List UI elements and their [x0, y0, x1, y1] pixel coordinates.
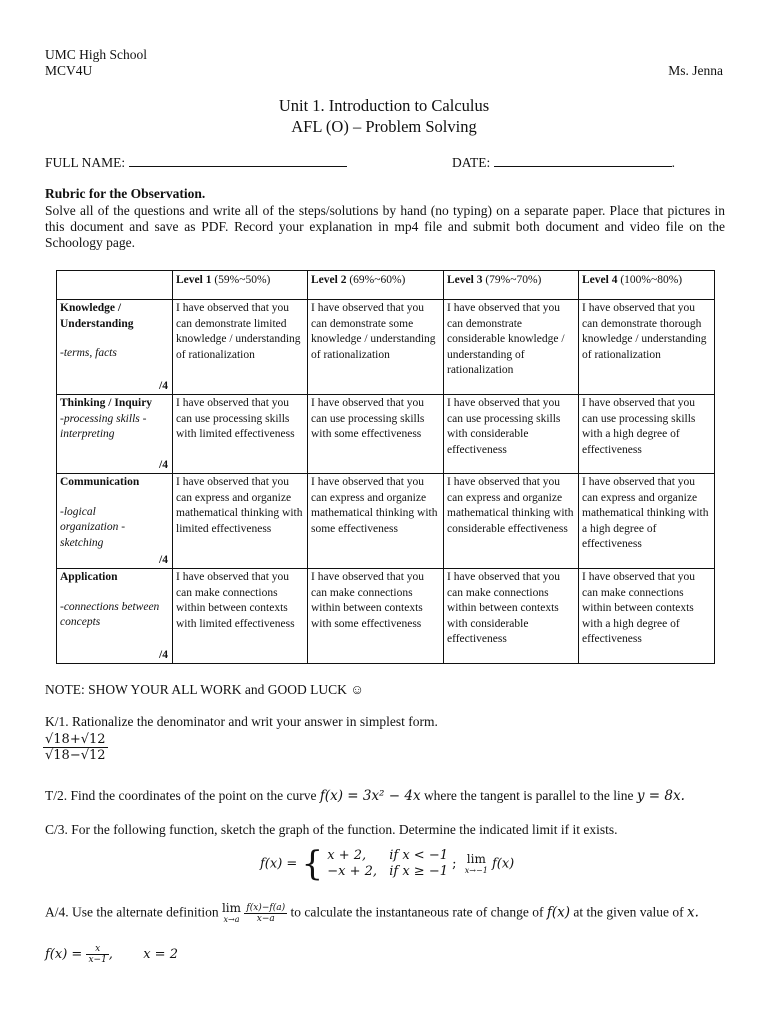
- level-range: (100%~80%): [620, 274, 683, 286]
- unit-title: Unit 1. Introduction to Calculus: [278, 96, 490, 115]
- criterion-sub: -logical organization -sketching: [60, 505, 126, 549]
- q2-text-start: T/2. Find the coordinates of the point on the curve: [45, 788, 317, 803]
- teacher-name: Ms. Jenna: [668, 63, 723, 78]
- level-name: Level 3: [447, 274, 483, 286]
- q2-line: y = 8x.: [636, 788, 685, 804]
- rubric-row-knowledge: [57, 300, 715, 395]
- q3-fx: f(x) =: [260, 856, 298, 872]
- level-name: Level 2: [311, 274, 347, 286]
- descriptor-cell: I have observed that you can express and organize mathematical thinking with limited effectiveness: [173, 474, 308, 569]
- descriptor-cell: I have observed that you can make connections within between contexts with a high degree of effectiveness: [579, 569, 715, 664]
- criterion-cell: [57, 474, 173, 569]
- date-line[interactable]: [494, 154, 672, 167]
- descriptor-cell: I have observed that you can make connections within between contexts with considerable effectiveness: [444, 569, 579, 664]
- q2-text-mid: where the tangent is parallel to the line: [423, 788, 634, 803]
- level-header: [444, 271, 579, 300]
- school-name: UMC High School: [45, 47, 148, 62]
- q4-function: f(x) = $\frac{x}{x-1}$ , x = 2: [45, 944, 178, 965]
- rubric-row-application: [57, 569, 715, 664]
- criterion-score: /4: [159, 648, 168, 661]
- q1-denominator: √18−√12: [45, 748, 106, 763]
- descriptor-cell: I have observed that you can express and organize mathematical thinking with a high degree of effectiveness: [579, 474, 715, 569]
- q3-limit: lim x→−1: [464, 851, 488, 875]
- descriptor-cell: I have observed that you can use processing skills with limited effectiveness: [173, 395, 308, 474]
- q4-fx: f(x): [546, 904, 571, 921]
- criterion-name: Knowledge / Understanding: [60, 302, 134, 330]
- q3-case-1-expr: x + 2,: [327, 848, 367, 863]
- question-1: K/1. Rationalize the denominator and writ your answer in simplest form.: [45, 714, 438, 729]
- full-name-line[interactable]: [129, 154, 347, 167]
- criterion-sub: -terms, facts: [60, 347, 117, 359]
- level-range: (59%~50%): [214, 274, 271, 286]
- descriptor-cell: I have observed that you can express and organize mathematical thinking with considerable effectiveness: [444, 474, 579, 569]
- question-3: C/3. For the following function, sketch the graph of the function. Determine the indicated limit if it exists.: [45, 822, 618, 837]
- descriptor-cell: I have observed that you can make connections within between contexts with limited effectiveness: [173, 569, 308, 664]
- q3-case-2: [327, 864, 448, 880]
- level-name: Level 4: [582, 274, 618, 286]
- level-header: [308, 271, 444, 300]
- criterion-cell: [57, 569, 173, 664]
- q3-piecewise-function: [260, 844, 515, 884]
- q4-difference-quotient: $\frac{f(x)-f(a)}{x-a}$: [246, 903, 286, 924]
- good-luck-note: NOTE: SHOW YOUR ALL WORK and GOOD LUCK ☺: [45, 682, 365, 697]
- descriptor-cell: I have observed that you can demonstrate limited knowledge / understanding of rationalization: [173, 300, 308, 395]
- descriptor-cell: I have observed that you can demonstrate considerable knowledge / understanding of rationalization: [444, 300, 579, 395]
- rubric-table: [56, 270, 715, 664]
- criterion-sub: -processing skills -interpreting: [60, 412, 147, 440]
- criterion-name: Thinking / Inquiry: [60, 397, 153, 409]
- question-2: [45, 788, 685, 804]
- criterion-cell: [57, 395, 173, 474]
- level-range: (69%~60%): [349, 274, 406, 286]
- q4-text-mid: to calculate the instantaneous rate of change of: [290, 904, 544, 920]
- q2-function: f(x) = 3x² − 4x: [319, 788, 421, 804]
- criterion-score: /4: [159, 553, 168, 566]
- descriptor-cell: I have observed that you can make connections within between contexts with some effectiveness: [308, 569, 444, 664]
- q4-function-lhs: f(x) =: [45, 947, 83, 962]
- date-field[interactable]: [452, 154, 675, 171]
- rubric-row-thinking: [57, 395, 715, 474]
- assessment-title: AFL (O) – Problem Solving: [291, 117, 477, 136]
- q4-text-end: at the given value of: [573, 904, 684, 920]
- course-code: MCV4U: [45, 63, 93, 78]
- q3-limit-fx: f(x): [491, 856, 515, 872]
- q3-brace: {: [301, 844, 324, 884]
- q4-function-fraction: $\frac{x}{x-1}$: [88, 944, 107, 965]
- q3-semicolon: ;: [452, 856, 461, 872]
- level-name: Level 1: [176, 274, 212, 286]
- question-4: [45, 902, 699, 925]
- date-period: .: [671, 155, 675, 170]
- criterion-sub: -connections between concepts: [60, 600, 160, 628]
- criterion-cell: [57, 300, 173, 395]
- descriptor-cell: I have observed that you can express and organize mathematical thinking with some effectiveness: [308, 474, 444, 569]
- q3-case-2-cond: if x ≥ −1: [389, 864, 448, 879]
- q3-case-1: [327, 848, 448, 864]
- q4-x: x.: [686, 904, 699, 921]
- q3-case-2-expr: −x + 2,: [327, 864, 378, 879]
- q1-numerator: √18+√12: [45, 732, 106, 747]
- rubric-corner-cell: [57, 271, 173, 300]
- criterion-score: /4: [159, 379, 168, 392]
- descriptor-cell: I have observed that you can use processing skills with considerable effectiveness: [444, 395, 579, 474]
- level-range: (79%~70%): [485, 274, 542, 286]
- descriptor-cell: I have observed that you can demonstrate thorough knowledge / understanding of rationalization: [579, 300, 715, 395]
- rubric-heading: Rubric for the Observation.: [45, 186, 206, 201]
- q1-expression: [43, 732, 108, 763]
- descriptor-cell: I have observed that you can demonstrate some knowledge / understanding of rationalization: [308, 300, 444, 395]
- q3-cases: [327, 848, 448, 880]
- q4-limit: lim x→a: [221, 901, 242, 924]
- criterion-name: Communication: [60, 476, 140, 488]
- q4-x-value: x = 2: [143, 947, 178, 962]
- level-header: [579, 271, 715, 300]
- date-label: DATE:: [452, 155, 491, 170]
- level-header: [173, 271, 308, 300]
- instructions-text: Solve all of the questions and write all of the steps/solutions by hand (no typing) on a separate paper. Place that pictures in this document and save as PDF. Record your explanation in mp4 file and submit both document and video file on the Schoology page.: [45, 203, 725, 250]
- q3-case-1-cond: if x < −1: [389, 848, 448, 863]
- descriptor-cell: I have observed that you can use processing skills with some effectiveness: [308, 395, 444, 474]
- full-name-label: FULL NAME:: [45, 155, 126, 170]
- full-name-field[interactable]: [45, 154, 347, 171]
- rubric-header-row: [57, 271, 715, 300]
- criterion-score: /4: [159, 458, 168, 471]
- descriptor-cell: I have observed that you can use processing skills with a high degree of effectiveness: [579, 395, 715, 474]
- rubric-row-communication: [57, 474, 715, 569]
- criterion-name: Application: [60, 571, 118, 583]
- q4-text-start: A/4. Use the alternate definition: [45, 904, 219, 920]
